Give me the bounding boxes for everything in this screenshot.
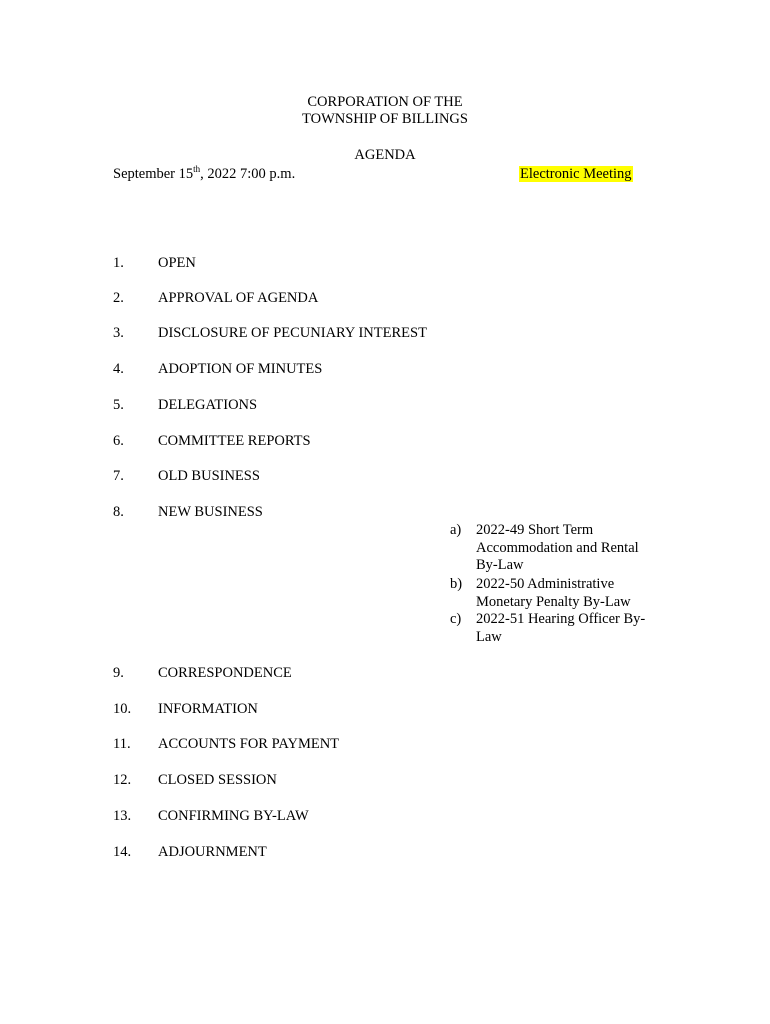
- sub-item-line: Monetary Penalty By-Law: [476, 593, 631, 610]
- township-heading: TOWNSHIP OF BILLINGS: [302, 111, 468, 127]
- agenda-item-label: OLD BUSINESS: [158, 468, 260, 484]
- meeting-type: [519, 166, 633, 183]
- agenda-item-label: CONFIRMING BY-LAW: [158, 808, 309, 824]
- agenda-item-number: 13.: [113, 808, 132, 824]
- agenda-item-number: 5.: [113, 397, 124, 413]
- meeting-type-highlight: Electronic Meeting: [520, 166, 632, 182]
- agenda-item-number: 11.: [113, 736, 131, 752]
- agenda-item-label: NEW BUSINESS: [158, 504, 263, 520]
- agenda-item-label: OPEN: [158, 255, 196, 271]
- agenda-item-number: 10.: [113, 701, 132, 717]
- agenda-item-number: 3.: [113, 325, 124, 341]
- sub-item-marker: b): [450, 576, 463, 592]
- agenda-item-number: 14.: [113, 844, 132, 860]
- agenda-item-label: APPROVAL OF AGENDA: [158, 290, 319, 306]
- agenda-item-number: 2.: [113, 290, 124, 306]
- corporation-heading: CORPORATION OF THE: [307, 94, 463, 110]
- meeting-date: [113, 166, 295, 183]
- sub-item-text: [476, 576, 676, 611]
- sub-item-line: Accommodation and Rental: [476, 539, 639, 556]
- agenda-item-label: DISCLOSURE OF PECUNIARY INTEREST: [158, 325, 427, 341]
- sub-item-line: Law: [476, 628, 502, 645]
- agenda-item-number: 6.: [113, 433, 124, 449]
- sub-item-marker: a): [450, 522, 462, 538]
- sub-item-line: By-Law: [476, 557, 524, 574]
- agenda-item-number: 7.: [113, 468, 124, 484]
- agenda-item-label: DELEGATIONS: [158, 397, 258, 413]
- agenda-item-number: 9.: [113, 665, 124, 681]
- agenda-item-number: 1.: [113, 255, 124, 271]
- meeting-date-ordinal: th: [193, 164, 201, 175]
- meeting-date-prefix: September 15: [113, 166, 194, 182]
- agenda-item-number: 12.: [113, 772, 132, 788]
- sub-item-line: 2022-49 Short Term: [476, 522, 594, 538]
- sub-item-text: [476, 611, 676, 646]
- sub-item-line: 2022-51 Hearing Officer By-: [476, 611, 646, 627]
- sub-item-text: [476, 522, 676, 575]
- agenda-item-label: ADOPTION OF MINUTES: [158, 361, 323, 377]
- agenda-item-number: 8.: [113, 504, 124, 520]
- agenda-item-label: CLOSED SESSION: [158, 772, 277, 788]
- sub-item-line: 2022-50 Administrative: [476, 576, 615, 592]
- agenda-item-label: INFORMATION: [158, 701, 258, 717]
- agenda-item-label: ADJOURNMENT: [158, 844, 267, 860]
- agenda-item-label: ACCOUNTS FOR PAYMENT: [158, 736, 340, 752]
- sub-item-marker: c): [450, 611, 462, 627]
- agenda-item-number: 4.: [113, 361, 124, 377]
- agenda-item-label: CORRESPONDENCE: [158, 665, 292, 681]
- agenda-heading: AGENDA: [354, 147, 416, 163]
- meeting-date-suffix: , 2022 7:00 p.m.: [200, 166, 296, 182]
- agenda-item-label: COMMITTEE REPORTS: [158, 433, 311, 449]
